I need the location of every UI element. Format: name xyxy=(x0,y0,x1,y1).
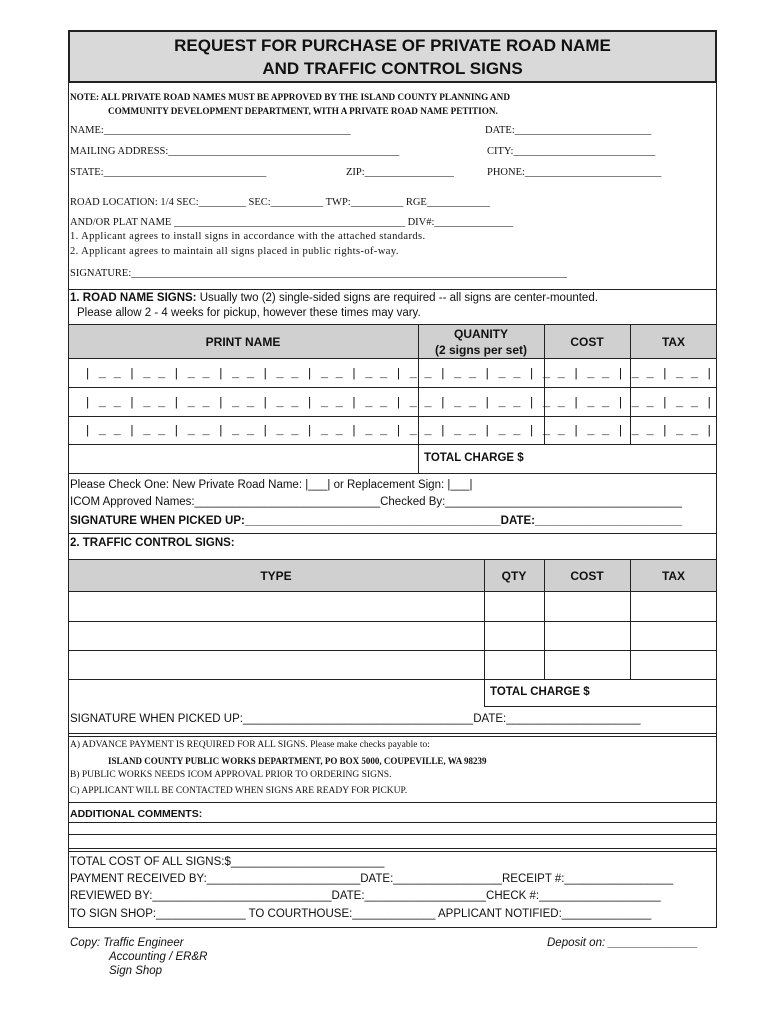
section2-total-charge: TOTAL CHARGE $ xyxy=(490,686,590,698)
divider xyxy=(68,416,717,417)
check-one-options[interactable]: Please Check One: New Private Road Name: |___| or Replacement Sign: |___| xyxy=(70,479,473,491)
col-quanity: QUANITY xyxy=(454,327,508,341)
print-name-row-3[interactable]: |__|__|__|__|__|__|__|__|__|__|__|__|__|__| xyxy=(84,424,721,438)
divider xyxy=(68,851,717,852)
section1-total-charge: TOTAL CHARGE $ xyxy=(424,452,524,464)
reviewed-by-field[interactable]: REVIEWED BY:____________________________DATE:___________________CHECK #:___________________ xyxy=(70,890,661,902)
agreement-1: 1. Applicant agrees to install signs in accordance with the attached standards. xyxy=(70,231,426,242)
copy-distribution: Copy: Traffic Engineer xyxy=(70,937,184,949)
divider xyxy=(68,444,717,445)
comments-line[interactable] xyxy=(68,834,717,835)
col-tax-2: TAX xyxy=(661,569,686,583)
payment-note-a: A) ADVANCE PAYMENT IS REQUIRED FOR ALL SIGNS. Please make checks payable to: xyxy=(70,740,430,750)
payable-address: ISLAND COUNTY PUBLIC WORKS DEPARTMENT, PO BOX 5000, COUPEVILLE, WA 98239 xyxy=(108,756,487,766)
divider xyxy=(68,289,717,290)
col-quanity-sub: (2 signs per set) xyxy=(434,343,528,357)
divider xyxy=(544,559,545,679)
divider xyxy=(68,736,717,737)
divider xyxy=(68,473,418,474)
col-cost-2: COST xyxy=(570,569,604,583)
payment-note-b: B) PUBLIC WORKS NEEDS ICOM APPROVAL PRIOR TO ORDERING SIGNS. xyxy=(70,770,392,780)
note-line2: COMMUNITY DEVELOPMENT DEPARTMENT, WITH A PRIVATE ROAD NAME PETITION. xyxy=(108,106,498,116)
divider xyxy=(68,621,717,622)
note-line1: NOTE: ALL PRIVATE ROAD NAMES MUST BE APPROVED BY THE ISLAND COUNTY PLANNING AND xyxy=(70,92,510,102)
zip-field[interactable]: ZIP:_________________ xyxy=(346,167,454,178)
road-name-signs-heading xyxy=(70,292,598,304)
divider xyxy=(68,387,717,388)
divider xyxy=(68,802,717,803)
payment-received-field[interactable]: PAYMENT RECEIVED BY:________________________DATE:_________________RECEIPT #:_________________ xyxy=(70,873,674,885)
divider xyxy=(484,706,717,707)
divider xyxy=(68,679,717,680)
form-title-line2: AND TRAFFIC CONTROL SIGNS xyxy=(262,59,523,78)
payment-note-c: C) APPLICANT WILL BE CONTACTED WHEN SIGNS ARE READY FOR PICKUP. xyxy=(70,786,408,796)
copy-distribution-2: Accounting / ER&R xyxy=(109,951,208,963)
plat-name-field[interactable]: AND/OR PLAT NAME ____________________________________________ DIV#:_______________ xyxy=(70,217,514,228)
divider xyxy=(418,473,717,474)
mailing-address-field[interactable]: MAILING ADDRESS:____________________________________________ xyxy=(70,146,400,157)
city-field[interactable]: CITY:___________________________ xyxy=(487,146,656,157)
pickup-note: Please allow 2 - 4 weeks for pickup, however these times may vary. xyxy=(77,307,421,319)
section1-heading-rest: Usually two (2) single-sided signs are required -- all signs are center-mounted. xyxy=(196,292,598,304)
date-field[interactable]: DATE:__________________________ xyxy=(485,125,652,136)
icom-approved-names-field[interactable]: ICOM Approved Names:_____________________________Checked By:_____________________________________ xyxy=(70,496,682,508)
copy-distribution-3: Sign Shop xyxy=(109,965,163,977)
name-field[interactable]: NAME:_______________________________________________ xyxy=(70,125,351,136)
divider xyxy=(68,650,717,651)
state-field[interactable]: STATE:_______________________________ xyxy=(70,167,267,178)
comments-line[interactable] xyxy=(68,822,717,823)
form-title-line1: REQUEST FOR PURCHASE OF PRIVATE ROAD NAME xyxy=(174,36,611,55)
section1-heading-bold: 1. ROAD NAME SIGNS: xyxy=(70,292,197,304)
col-cost: COST xyxy=(570,335,604,349)
col-tax: TAX xyxy=(661,335,686,349)
section1-signature-picked-up[interactable]: SIGNATURE WHEN PICKED UP:________________________________________DATE:_______________________ xyxy=(70,515,683,527)
col-type: TYPE xyxy=(260,569,292,583)
col-qty: QTY xyxy=(501,569,527,583)
applicant-signature-field[interactable]: SIGNATURE:___________________________________________________________________________________ xyxy=(70,268,568,279)
print-name-row-1[interactable]: |__|__|__|__|__|__|__|__|__|__|__|__|__|__| xyxy=(84,367,721,381)
additional-comments-label: ADDITIONAL COMMENTS: xyxy=(70,808,203,820)
deposit-on-field[interactable]: Deposit on: ______________ xyxy=(547,937,698,949)
total-cost-field[interactable]: TOTAL COST OF ALL SIGNS:$________________________ xyxy=(70,856,385,868)
agreement-2: 2. Applicant agrees to maintain all signs placed in public rights-of-way. xyxy=(70,246,399,257)
phone-field[interactable]: PHONE:__________________________ xyxy=(487,167,662,178)
divider xyxy=(68,848,717,849)
divider xyxy=(68,533,717,534)
to-sign-shop-field[interactable]: TO SIGN SHOP:______________ TO COURTHOUSE:_____________ APPLICANT NOTIFIED:______________ xyxy=(70,908,652,920)
divider xyxy=(68,733,717,734)
col-print-name: PRINT NAME xyxy=(205,335,281,349)
traffic-control-signs-heading: 2. TRAFFIC CONTROL SIGNS: xyxy=(70,537,235,549)
print-name-row-2[interactable]: |__|__|__|__|__|__|__|__|__|__|__|__|__|__| xyxy=(84,396,721,410)
title-band xyxy=(68,30,717,83)
divider xyxy=(630,559,631,679)
divider xyxy=(484,559,485,706)
road-location-field[interactable]: ROAD LOCATION: 1/4 SEC:_________ SEC:__________ TWP:__________ RGE____________ xyxy=(70,197,490,208)
section2-signature-picked-up[interactable]: SIGNATURE WHEN PICKED UP:____________________________________DATE:_____________________ xyxy=(70,713,641,725)
divider xyxy=(68,927,717,928)
